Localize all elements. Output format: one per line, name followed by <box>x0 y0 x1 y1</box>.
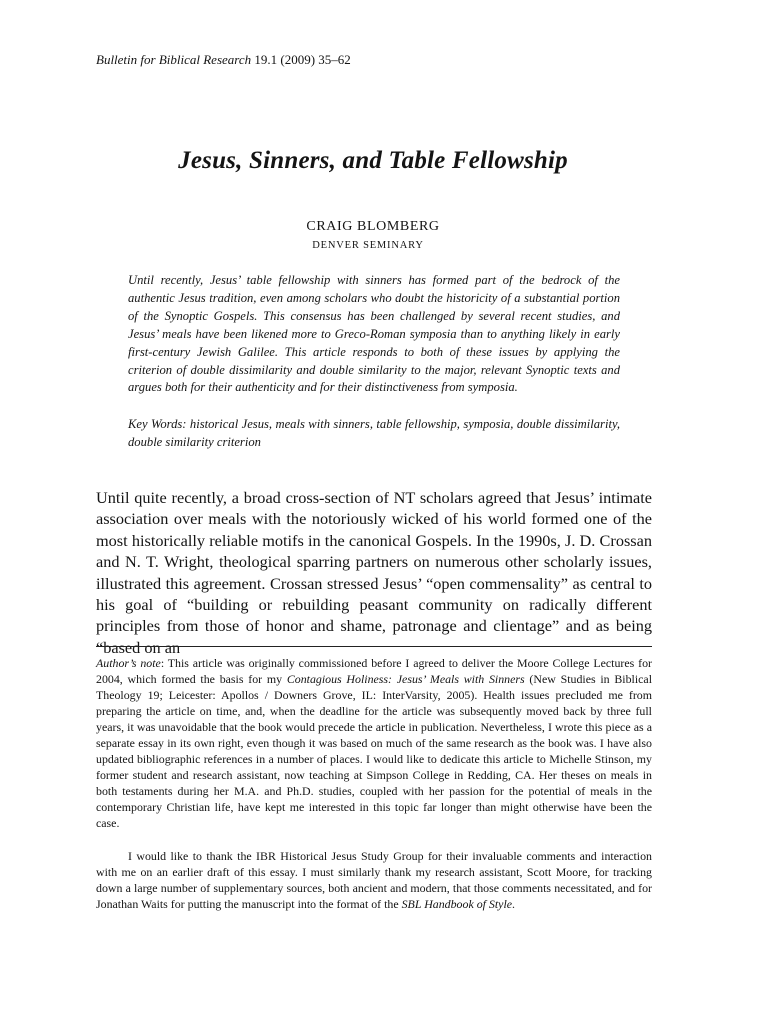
acknowledgments-end: . <box>512 897 516 912</box>
article-title: Jesus, Sinners, and Table Fellowship <box>178 147 568 174</box>
journal-citation-header <box>96 52 351 68</box>
keywords: Key Words: historical Jesus, meals with sinners, table fellowship, symposia, double dissimilarity, double similarity criterion <box>128 417 620 449</box>
journal-volume-pages: 19.1 (2009) 35–62 <box>251 52 351 67</box>
author-name: CRAIG BLOMBERG <box>306 219 440 234</box>
footnote-divider <box>96 646 652 647</box>
author-note-text-b: (New Studies in Biblical Theology 19; Leicester: Apollos / Downers Grove, IL: InterVarsity, 2005). Health issues precluded me from preparing the article on time, and, when the deadline for the article was subsequently moved back by three full years, it was unavoidable that the book would precede the article in publication. Nevertheless, I wrote this piece as a separate essay in its own right, even though it was based on much of the same research as the book was. I have also updated bibliographic references in a number of places. I would like to dedicate this article to Michelle Stinson, my former student and research assistant, now teaching at Simpson College in Redding, CA. Her theses on meals in both testaments during her M.A. and Ph.D. studies, coupled with her passion for the potential of meals in the contemporary Christian life, have kept me interested in this topic far longer than might otherwise have been the case. <box>96 672 653 831</box>
acknowledgments-text: I would like to thank the IBR Historical Jesus Study Group for their invaluable comments and interaction with me on an earlier draft of this essay. I must similarly thank my research assistant, Scott Moore, for tracking down a large number of supplementary sources, both ancient and modern, that those comments necessitated, and for Jonathan Waits for putting the manuscript into the format of the <box>96 849 652 912</box>
journal-name: Bulletin for Biblical Research <box>96 52 252 67</box>
author-note <box>96 655 652 832</box>
author-note-label: Author’s note <box>96 656 161 670</box>
acknowledgments-style-guide: SBL Handbook of Style <box>401 897 513 912</box>
acknowledgments-note <box>96 848 652 912</box>
body-paragraph: Until quite recently, a broad cross-section of NT scholars agreed that Jesus’ intimate association over meals with the notoriously wicked of his world formed one of the most historically reliable motifs in the canonical Gospels. In the 1990s, J. D. Crossan and N. T. Wright, theological sparring partners on numerous other scholarly issues, illustrated this agreement. Crossan stressed Jesus’ “open commensality” as central to his goal of “building or rebuilding peasant community on radically different principles from those of honor and shame, patronage and clientage” and as being “based on an <box>96 488 652 657</box>
author-affiliation: DENVER SEMINARY <box>312 240 424 251</box>
abstract: Until recently, Jesus’ table fellowship with sinners has formed part of the bedrock of the authentic Jesus tradition, even among scholars who doubt the historicity of a substantial portion of the Synoptic Gospels. This consensus has been challenged by several recent studies, and Jesus’ meals have been likened more to Greco-Roman symposia than to anything likely in early first-century Jewish Galilee. This article responds to both of these issues by applying the criterion of double dissimilarity and double similarity to the major, relevant Synoptic texts and argues both for their authenticity and for their distinctiveness from symposia. <box>128 273 620 395</box>
author-note-book-title: Contagious Holiness: Jesus’ Meals with Sinners <box>286 672 525 687</box>
author-note-text-a: : This article was originally commissioned before I agreed to deliver the Moore College Lectures for 2004, which formed the basis for my <box>96 656 652 687</box>
